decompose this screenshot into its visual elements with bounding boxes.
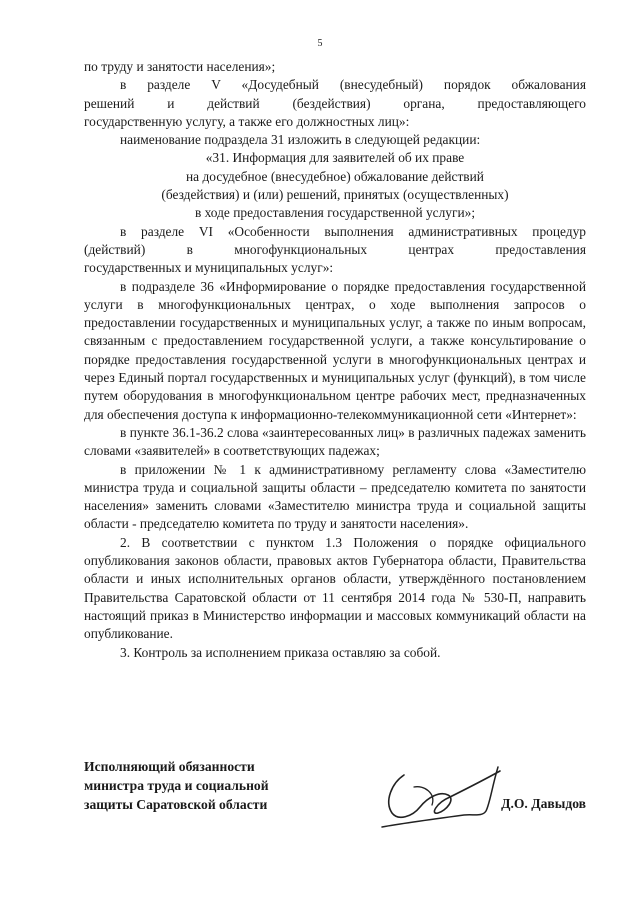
subsection-title-line: (бездействия) и (или) решений, принятых (осуществленных) (161, 187, 509, 203)
text-line: решений и действий (бездействия) органа, предоставляющего (84, 95, 586, 111)
signatory-name: Д.О. Давыдов (501, 796, 586, 811)
text-line: по труду и занятости населения»; (84, 59, 276, 74)
text-line: в разделе V «Досудебный (внесудебный) порядок обжалования (120, 77, 586, 93)
signatory-title (84, 757, 269, 814)
handwritten-signature (374, 757, 514, 837)
text-line: государственную услугу, а также его должностных лиц»: (84, 113, 410, 129)
paragraph-item-36-1: в пункте 36.1-36.2 слова «заинтересованных лиц» в различных падежах заменить словами «заявителей» в соответствующих падежах; (84, 424, 586, 459)
document-body (84, 58, 586, 662)
signatory-title-line: министра труда и социальной (84, 778, 269, 793)
paragraph-item-3: 3. Контроль за исполнением приказа оставляю за собой. (120, 644, 441, 660)
paragraph-appendix-1: в приложении № 1 к административному регламенту слова «Заместителю министра труда и социальной защиты области – председателю комитета по занятости населения» заменить словами «Заместителю министра труда и социальной защиты области - председателю комитета по труду и занятости населения». (84, 461, 586, 532)
signatory-title-line: защиты Саратовской области (84, 797, 268, 812)
subsection-title-line: «31. Информация для заявителей об их праве (205, 150, 465, 166)
subsection-title-line: в ходе предоставления государственной услуги»; (194, 205, 476, 221)
signatory-title-line: Исполняющий обязанности (84, 759, 255, 774)
paragraph-item-2: 2. В соответствии с пунктом 1.3 Положения о порядке официального опубликования законов области, правовых актов Губернатора области, Правительства области и иных исполнительных органов области, утверждённого постановлением Правительства Саратовской области от 11 сентября 2014 года № 530-П, направить настоящий приказ в Министерство информации и массовых коммуникаций области на опубликование. (84, 534, 586, 642)
text-line: наименование подраздела 31 изложить в следующей редакции: (120, 132, 481, 148)
text-line: в разделе VI «Особенности выполнения административных процедур (120, 223, 586, 239)
text-line: (действий) в многофункциональных центрах предоставления (84, 241, 586, 257)
page-number: 5 (317, 38, 323, 49)
paragraph-subsection-36: в подразделе 36 «Информирование о порядке предоставления государственной услуги в многофункциональных центрах, о ходе выполнения запросов о предоставлении государственных и муниципальных услуг, а также по иным вопросам, связанным с предоставлением государственной услуги, а также консультирование о порядке предоставления государственной услуги в многофункциональных центрах и через Единый портал государственных и муниципальных услуг (функций), в том числе путем оборудования в многофункциональном центре рабочих мест, предназначенных для обеспечения доступа к информационно-телекоммуникационной сети «Интернет»: (84, 278, 586, 422)
subsection-title-line: на досудебное (внесудебное) обжалование действий (186, 168, 484, 184)
text-line: государственных и муниципальных услуг»: (84, 260, 334, 276)
signature-block (84, 757, 586, 837)
